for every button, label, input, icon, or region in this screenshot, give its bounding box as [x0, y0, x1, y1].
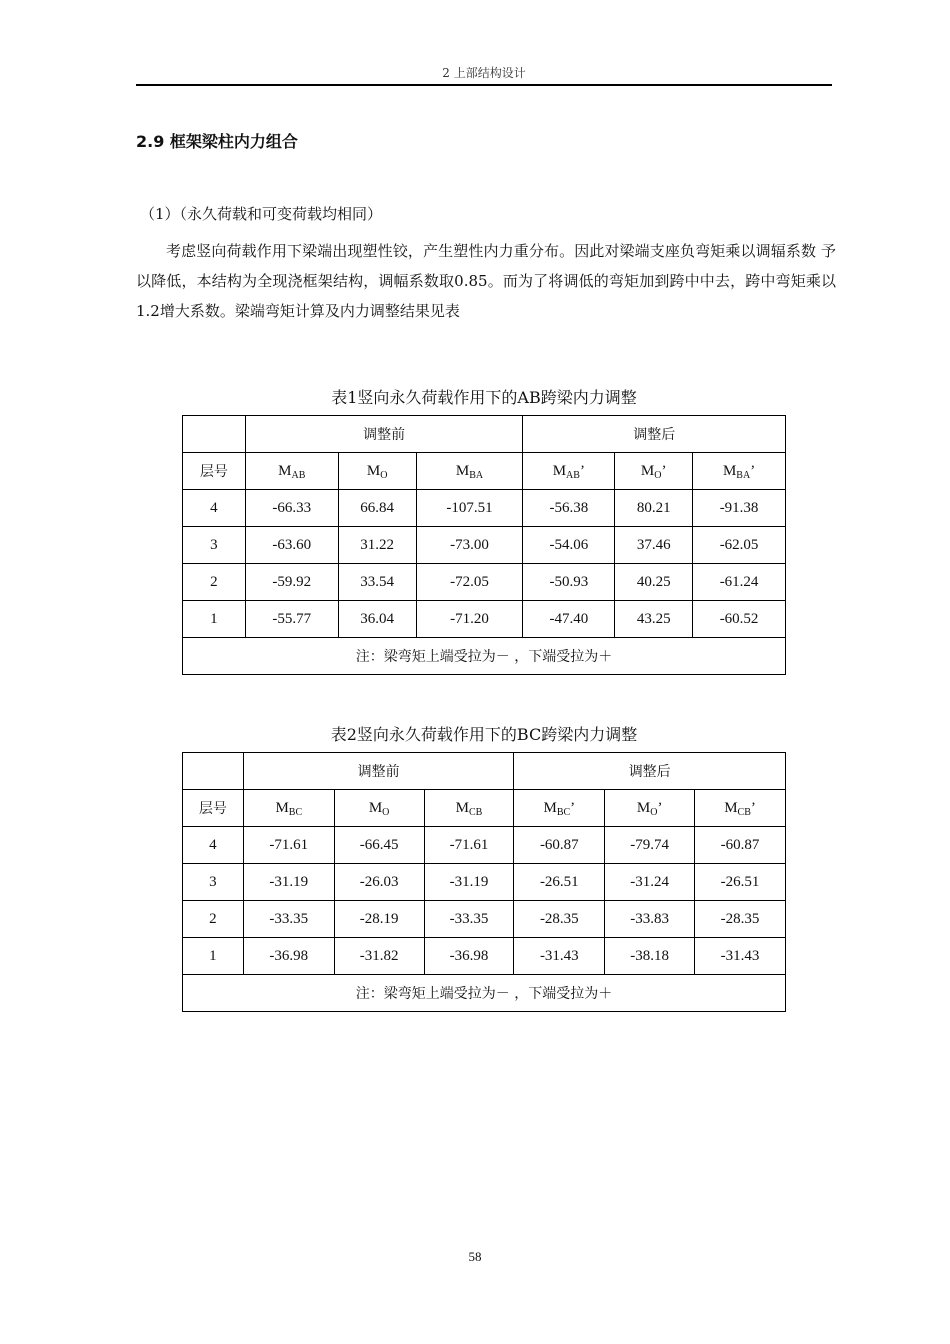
table-row	[183, 490, 786, 527]
value-cell: -62.05	[693, 527, 786, 564]
value-cell: -71.61	[243, 827, 334, 864]
floor-cell: 2	[183, 564, 246, 601]
value-cell: 66.84	[338, 490, 416, 527]
value-cell: -63.60	[245, 527, 338, 564]
table1-header-row	[183, 453, 786, 490]
value-cell: -60.52	[693, 601, 786, 638]
value-cell: -91.38	[693, 490, 786, 527]
value-cell: -107.51	[416, 490, 523, 527]
floor-cell: 1	[183, 938, 244, 975]
table1-col-header: $M_O$’	[615, 453, 693, 490]
value-cell: -71.20	[416, 601, 523, 638]
table1-caption: 表1竖向永久荷载作用下的AB跨梁内力调整	[331, 388, 637, 407]
value-cell: -56.38	[523, 490, 615, 527]
table2-header-row	[183, 790, 786, 827]
value-cell: -26.51	[514, 864, 605, 901]
paragraph-heading: （1）（永久荷载和可变荷载均相同）	[140, 205, 383, 223]
table1	[182, 415, 786, 675]
value-cell: -60.87	[695, 827, 786, 864]
page-number: 58	[468, 1249, 482, 1264]
value-cell: 33.54	[338, 564, 416, 601]
table1-note-row	[183, 638, 786, 675]
value-cell: -26.03	[334, 864, 424, 901]
value-cell: 37.46	[615, 527, 693, 564]
value-cell: 40.25	[615, 564, 693, 601]
floor-cell: 4	[183, 827, 244, 864]
value-cell: -54.06	[523, 527, 615, 564]
table1-group-after: 调整后	[523, 416, 786, 453]
value-cell: -31.43	[514, 938, 605, 975]
value-cell: -60.87	[514, 827, 605, 864]
value-cell: -26.51	[695, 864, 786, 901]
value-cell: -28.35	[514, 901, 605, 938]
value-cell: -50.93	[523, 564, 615, 601]
value-cell: -61.24	[693, 564, 786, 601]
table2-col-header: $M_{BC}$	[243, 790, 334, 827]
value-cell: -31.24	[605, 864, 695, 901]
value-cell: -47.40	[523, 601, 615, 638]
table2-col-header: $M_{BC}$’	[514, 790, 605, 827]
value-cell: -66.33	[245, 490, 338, 527]
table2-note: 注：梁弯矩上端受拉为－ ，下端受拉为＋	[183, 975, 786, 1012]
table1-group-before: 调整前	[245, 416, 523, 453]
table2-col-header: $M_O$’	[605, 790, 695, 827]
value-cell: -33.35	[424, 901, 514, 938]
table2	[182, 752, 786, 1012]
section-title: 2.9 框架梁柱内力组合	[136, 132, 298, 151]
body-paragraph: 考虑竖向荷载作用下梁端出现塑性铰，产生塑性内力重分布。因此对梁端支座负弯矩乘以调辐系数 予以降低，本结构为全现浇框架结构，调幅系数取0.85。而为了将调低的弯矩加到跨中中去，跨中弯矩乘以1.2增大系数。梁端弯矩计算及内力调整结果见表	[136, 242, 836, 320]
table2-corner-cell	[183, 753, 244, 790]
table1-col-header: $M_{BA}$’	[693, 453, 786, 490]
value-cell: -38.18	[605, 938, 695, 975]
value-cell: -28.19	[334, 901, 424, 938]
table-row	[183, 901, 786, 938]
table-row	[183, 601, 786, 638]
value-cell: -31.82	[334, 938, 424, 975]
value-cell: -59.92	[245, 564, 338, 601]
floor-cell: 4	[183, 490, 246, 527]
value-cell: -55.77	[245, 601, 338, 638]
table2-caption: 表2竖向永久荷载作用下的BC跨梁内力调整	[330, 725, 638, 744]
table2-group-row	[183, 753, 786, 790]
table-row	[183, 864, 786, 901]
value-cell: 80.21	[615, 490, 693, 527]
value-cell: -71.61	[424, 827, 514, 864]
value-cell: -28.35	[695, 901, 786, 938]
table1-corner-cell	[183, 416, 246, 453]
floor-cell: 2	[183, 901, 244, 938]
table1-note: 注：梁弯矩上端受拉为－ ，下端受拉为＋	[183, 638, 786, 675]
table2-floor-header: 层号	[183, 790, 244, 827]
table-row	[183, 564, 786, 601]
value-cell: -36.98	[424, 938, 514, 975]
table1-col-header: $M_{AB}$	[245, 453, 338, 490]
table2-note-row	[183, 975, 786, 1012]
value-cell: -33.83	[605, 901, 695, 938]
floor-cell: 1	[183, 601, 246, 638]
table2-group-after: 调整后	[514, 753, 786, 790]
value-cell: 36.04	[338, 601, 416, 638]
table1-col-header: $M_{BA}$	[416, 453, 523, 490]
table2-group-before: 调整前	[243, 753, 514, 790]
value-cell: 43.25	[615, 601, 693, 638]
table2-col-header: $M_{CB}$’	[695, 790, 786, 827]
value-cell: -31.43	[695, 938, 786, 975]
table1-col-header: $M_O$	[338, 453, 416, 490]
table-row	[183, 827, 786, 864]
floor-cell: 3	[183, 864, 244, 901]
table2-col-header: $M_{CB}$	[424, 790, 514, 827]
page-header: 2 上部结构设计	[442, 66, 526, 80]
table-row	[183, 938, 786, 975]
value-cell: 31.22	[338, 527, 416, 564]
table1-col-header: $M_{AB}$’	[523, 453, 615, 490]
table2-col-header: $M_O$	[334, 790, 424, 827]
value-cell: -66.45	[334, 827, 424, 864]
floor-cell: 3	[183, 527, 246, 564]
value-cell: -36.98	[243, 938, 334, 975]
value-cell: -31.19	[243, 864, 334, 901]
table-row	[183, 527, 786, 564]
value-cell: -33.35	[243, 901, 334, 938]
value-cell: -73.00	[416, 527, 523, 564]
value-cell: -31.19	[424, 864, 514, 901]
value-cell: -72.05	[416, 564, 523, 601]
value-cell: -79.74	[605, 827, 695, 864]
header-rule	[136, 84, 832, 86]
table1-floor-header: 层号	[183, 453, 246, 490]
table1-group-row	[183, 416, 786, 453]
